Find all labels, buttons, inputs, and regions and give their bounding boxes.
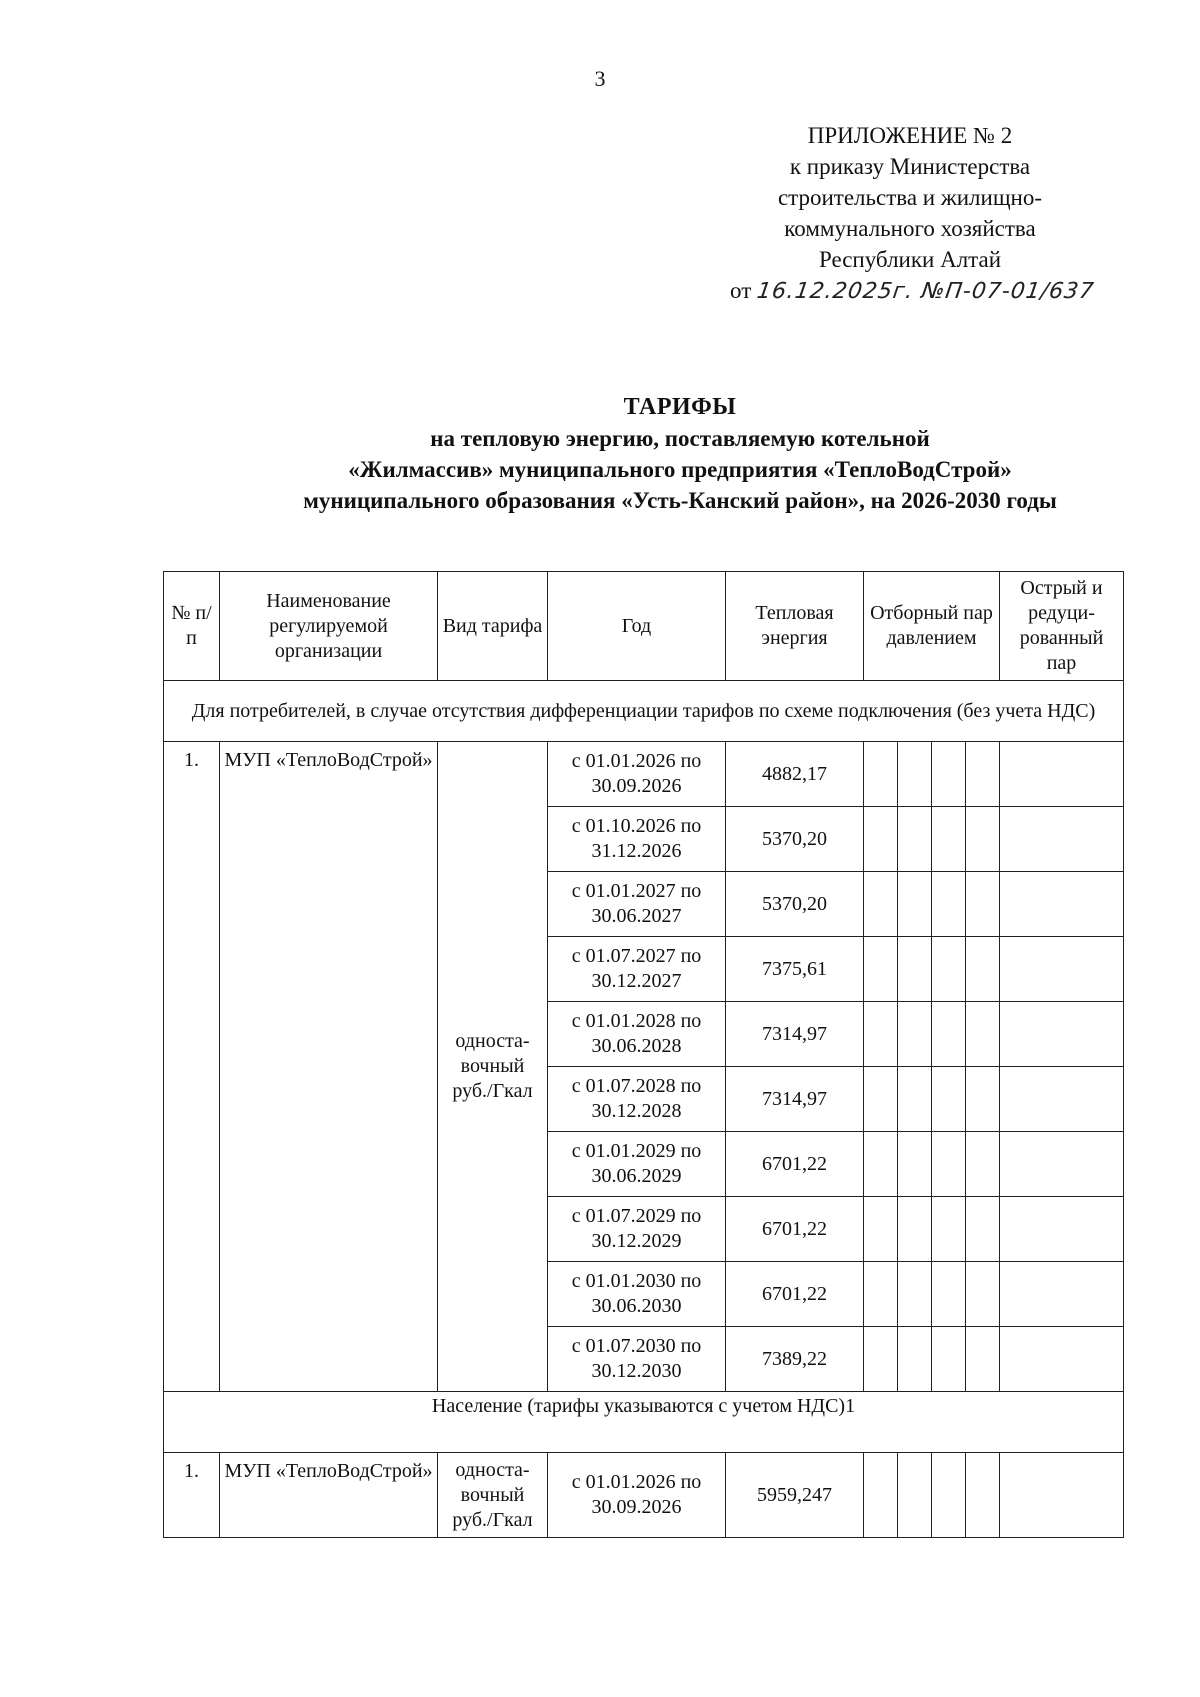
- page-number: 3: [594, 66, 606, 91]
- header-sharp: Острый и редуци-рованный пар: [1000, 572, 1124, 681]
- section-row-2: [164, 1392, 1124, 1453]
- period-cell: с 01.10.2026 по 31.12.2026: [548, 807, 726, 872]
- header-org: Наименование регулируемой организации: [220, 572, 438, 681]
- from-label: от: [730, 278, 752, 303]
- header-year: Год: [548, 572, 726, 681]
- document-title: [240, 392, 1120, 516]
- title-main: ТАРИФЫ: [623, 394, 737, 420]
- row2-type: односта-вочный руб./Гкал: [438, 1453, 548, 1538]
- appendix-line-2: строительства и жилищно-: [777, 185, 1043, 210]
- row1-num: 1.: [164, 742, 220, 1392]
- value-cell: 6701,22: [726, 1262, 864, 1327]
- value-cell: 7314,97: [726, 1067, 864, 1132]
- header-steam: Отборный пар давлением: [864, 572, 1000, 681]
- section-1-label: Для потребителей, в случае отсутствия дифференциации тарифов по схеме подключения (без учета НДС): [164, 681, 1124, 742]
- value-cell: 7375,61: [726, 937, 864, 1002]
- period-cell: с 01.01.2027 по 30.06.2027: [548, 872, 726, 937]
- row1-type: односта-вочный руб./Гкал: [438, 742, 548, 1392]
- period-cell: с 01.01.2030 по 30.06.2030: [548, 1262, 726, 1327]
- appendix-block: [730, 120, 1096, 307]
- tariffs-table: [163, 571, 1124, 1538]
- title-line-2: «Жилмассив» муниципального предприятия «ТеплоВодСтрой»: [348, 457, 1012, 482]
- value-cell: 7314,97: [726, 1002, 864, 1067]
- table-row: [164, 1453, 1124, 1538]
- value-cell: 5959,247: [726, 1453, 864, 1538]
- value-cell: 6701,22: [726, 1132, 864, 1197]
- period-cell: с 01.07.2027 по 30.12.2027: [548, 937, 726, 1002]
- value-cell: 4882,17: [726, 742, 864, 807]
- header-num: № п/п: [164, 572, 220, 681]
- appendix-line-1: к приказу Министерства: [789, 154, 1031, 179]
- period-cell: с 01.01.2028 по 30.06.2028: [548, 1002, 726, 1067]
- appendix-date-line: [730, 275, 1096, 307]
- period-cell: с 01.07.2028 по 30.12.2028: [548, 1067, 726, 1132]
- appendix-line-3: коммунального хозяйства: [784, 216, 1036, 241]
- value-cell: 5370,20: [726, 872, 864, 937]
- value-cell: 5370,20: [726, 807, 864, 872]
- title-line-3: муниципального образования «Усть-Канский район», на 2026-2030 годы: [303, 488, 1057, 513]
- row2-num: 1.: [164, 1453, 220, 1538]
- period-cell: с 01.01.2026 по 30.09.2026: [548, 742, 726, 807]
- value-cell: 6701,22: [726, 1197, 864, 1262]
- period-cell: с 01.07.2029 по 30.12.2029: [548, 1197, 726, 1262]
- row1-org: МУП «ТеплоВодСтрой»: [220, 742, 438, 1392]
- period-cell: с 01.07.2030 по 30.12.2030: [548, 1327, 726, 1392]
- period-cell: с 01.01.2026 по 30.09.2026: [548, 1453, 726, 1538]
- handwritten-date-number: 16.12.2025г. №П-07-01/637: [755, 279, 1096, 304]
- title-line-1: на тепловую энергию, поставляемую котельной: [430, 426, 930, 451]
- period-cell: с 01.01.2029 по 30.06.2029: [548, 1132, 726, 1197]
- value-cell: 7389,22: [726, 1327, 864, 1392]
- appendix-line-4: Республики Алтай: [818, 247, 1002, 272]
- row2-org: МУП «ТеплоВодСтрой»: [220, 1453, 438, 1538]
- appendix-title: ПРИЛОЖЕНИЕ № 2: [807, 123, 1013, 148]
- section-row-1: [164, 681, 1124, 742]
- header-heat: Тепловая энергия: [726, 572, 864, 681]
- table-row: [164, 742, 1124, 807]
- header-type: Вид тарифа: [438, 572, 548, 681]
- table-header-row: [164, 572, 1124, 681]
- section-2-label: Население (тарифы указываются с учетом НДС)1: [164, 1392, 1124, 1453]
